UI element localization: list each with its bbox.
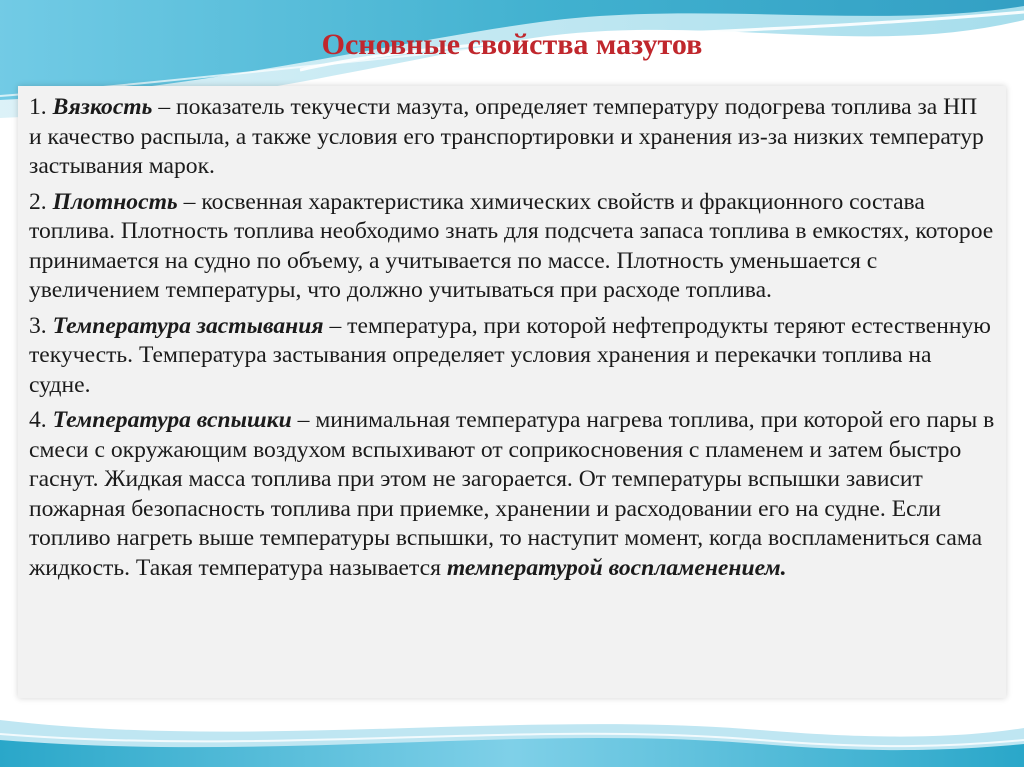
item-term-ignition: температурой воспламенением.: [446, 554, 787, 581]
property-item-pour-point: [29, 312, 995, 401]
item-text: – температура, при которой нефтепродукты теряют естественную текучесть. Температура застывания определяет условия хранения и перекачки топлива на судне.: [29, 312, 991, 398]
item-term: Температура застывания: [52, 312, 324, 339]
slide-title: Основные свойства мазутов: [321, 28, 703, 61]
properties-list: [29, 93, 995, 589]
item-text: – минимальная температура нагрева топлива, при которой его пары в смеси с окружающим воздухом вспыхивают от соприкосновения с пламенем и затем быстро гаснут. Жидкая масса топлива при этом не загорается. От температуры вспышки зависит пожарная безопасность топлива при приемке, хранении и расходовании его на судне. Если топливо нагреть выше температуры вспышки, то наступит момент, когда воспламениться сама жидкость. Такая температура называется: [29, 407, 995, 581]
item-text: – косвенная характеристика химических свойств и фракционного состава топлива. Плотность топлива необходимо знать для подсчета запаса топлива в емкостях, которое принимается на судно по объему, а учитывается по массе. Плотность уменьшается с увеличением температуры, что должно учитываться при расходе топлива.: [29, 188, 994, 303]
item-number: 2.: [29, 188, 53, 215]
item-term: Вязкость: [52, 94, 153, 120]
item-number: 4.: [29, 407, 53, 433]
item-text: – показатель текучести мазута, определяет температуру подогрева топлива за НП и качество распыла, а также условия его транспортировки и хранения из-за низких температур застывания марок.: [29, 94, 984, 179]
property-item-density: [29, 188, 995, 306]
item-number: 1.: [29, 94, 53, 120]
item-number: 3.: [29, 312, 53, 339]
property-item-flash-point: [29, 406, 995, 583]
bottom-wave-decoration: [0, 700, 1024, 767]
property-item-viscosity: [29, 93, 995, 182]
item-term: Плотность: [52, 188, 178, 215]
item-term: Температура вспышки: [52, 407, 292, 433]
